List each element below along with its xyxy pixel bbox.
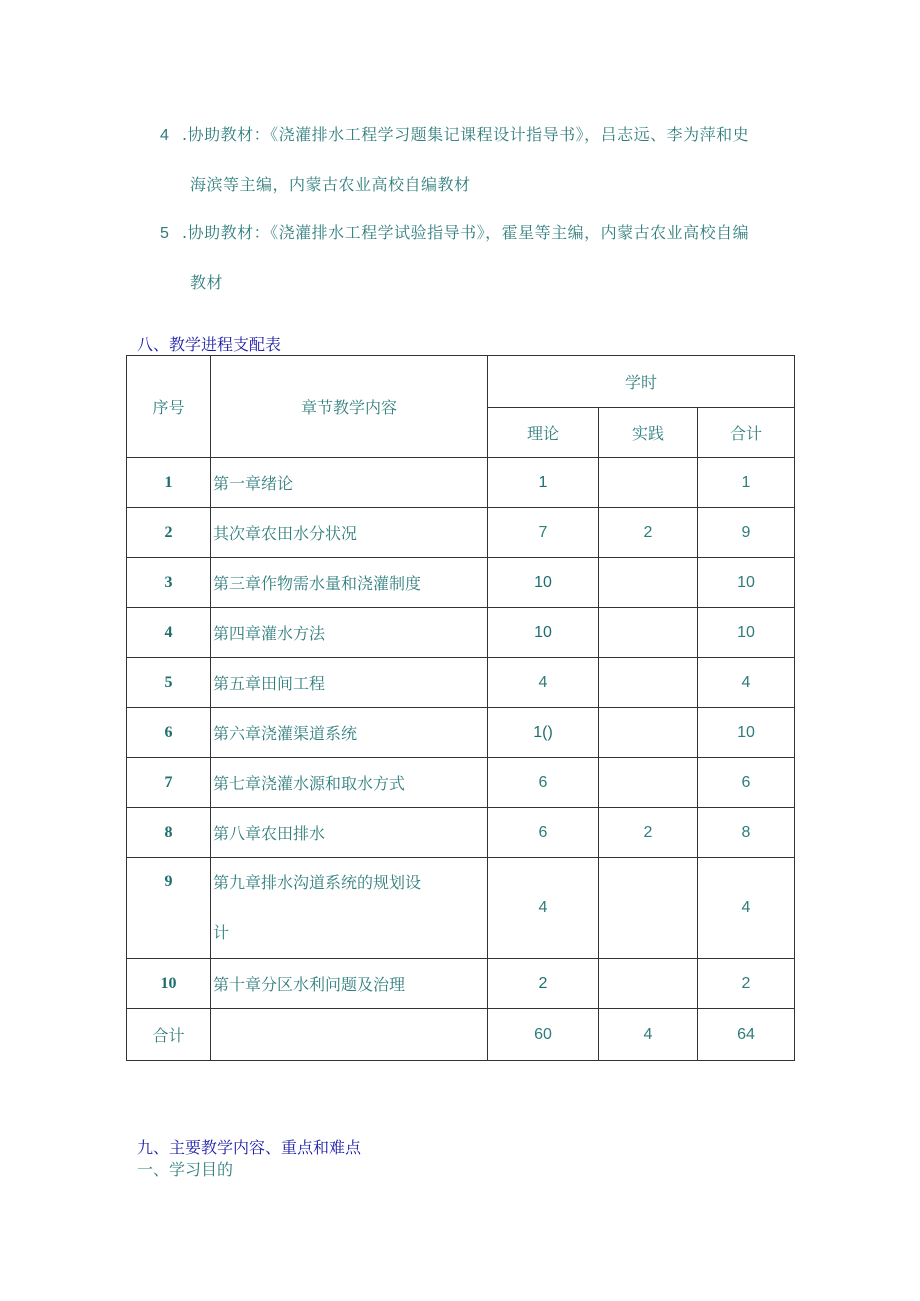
row-seq: 3 [127,558,211,608]
table-row [127,558,795,608]
row-seq: 6 [127,708,211,758]
row-title: 第三章作物需水量和浇灌制度 [211,558,488,608]
table-header-row [127,356,795,408]
row-seq: 4 [127,608,211,658]
row-practice [599,708,698,758]
row-practice: 2 [599,808,698,858]
row-practice [599,758,698,808]
section-heading-schedule: 八、教学进程支配表 [137,335,282,354]
row-total: 1 [698,458,795,508]
row-title: 第五章田间工程 [211,658,488,708]
row-seq: 2 [127,508,211,558]
footer-practice: 4 [599,1009,698,1061]
row-title [211,858,488,959]
table-row [127,658,795,708]
row-title-line-2: 计 [213,923,230,942]
row-total: 2 [698,959,795,1009]
footer-label: 合计 [127,1009,211,1061]
row-total: 4 [698,858,795,959]
row-total: 6 [698,758,795,808]
header-practice: 实践 [599,408,698,458]
reference-5-continued: 教材 [190,273,224,292]
table-row [127,959,795,1009]
row-practice [599,458,698,508]
row-practice [599,558,698,608]
row-total: 10 [698,558,795,608]
header-hours: 学时 [488,356,795,408]
header-theory: 理论 [488,408,599,458]
row-total: 10 [698,708,795,758]
reference-text: .协助教材：《浇灌排水工程学习题集记课程设计指导书》，吕志远、李为萍和史 [182,125,750,144]
row-title: 第八章农田排水 [211,808,488,858]
row-seq: 10 [127,959,211,1009]
row-seq: 7 [127,758,211,808]
reference-text: .协助教材：《浇灌排水工程学试验指导书》，霍星等主编，内蒙古农业高校自编 [182,223,750,242]
row-total: 9 [698,508,795,558]
row-theory: 1() [488,708,599,758]
reference-number: 4 [160,127,170,144]
row-title-line-1: 第九章排水沟道系统的规划设 [213,873,422,892]
row-practice [599,608,698,658]
row-title: 第四章灌水方法 [211,608,488,658]
row-practice [599,658,698,708]
row-theory: 10 [488,608,599,658]
reference-4-continued: 海滨等主编，内蒙古农业高校自编教材 [190,175,471,194]
row-practice: 2 [599,508,698,558]
table-row [127,858,795,959]
row-seq: 1 [127,458,211,508]
row-theory: 10 [488,558,599,608]
footer-total: 64 [698,1009,795,1061]
row-practice [599,959,698,1009]
table-row [127,758,795,808]
table-row [127,808,795,858]
row-seq: 9 [127,858,211,959]
row-theory: 4 [488,858,599,959]
reference-4 [160,110,800,161]
row-total: 4 [698,658,795,708]
table-row [127,708,795,758]
row-theory: 6 [488,808,599,858]
table-footer-row [127,1009,795,1061]
table-row [127,608,795,658]
footer-theory: 60 [488,1009,599,1061]
row-theory: 4 [488,658,599,708]
row-seq: 8 [127,808,211,858]
row-title: 第六章浇灌渠道系统 [211,708,488,758]
row-title: 第十章分区水利问题及治理 [211,959,488,1009]
teaching-schedule-table [126,355,795,1061]
table-row [127,458,795,508]
reference-5 [160,208,800,259]
section-heading-main-content: 九、主要教学内容、重点和难点 [137,1138,362,1157]
row-theory: 2 [488,959,599,1009]
table-row [127,508,795,558]
row-theory: 7 [488,508,599,558]
reference-number: 5 [160,225,170,242]
row-theory: 6 [488,758,599,808]
row-title: 其次章农田水分状况 [211,508,488,558]
row-title: 第七章浇灌水源和取水方式 [211,758,488,808]
row-theory: 1 [488,458,599,508]
row-total: 8 [698,808,795,858]
row-total: 10 [698,608,795,658]
header-total: 合计 [698,408,795,458]
row-practice [599,858,698,959]
row-seq: 5 [127,658,211,708]
row-title: 第一章绪论 [211,458,488,508]
header-content: 章节教学内容 [211,356,488,458]
header-seq: 序号 [127,356,211,458]
subsection-heading-learning-goals: 一、学习目的 [137,1160,234,1179]
footer-content [211,1009,488,1061]
